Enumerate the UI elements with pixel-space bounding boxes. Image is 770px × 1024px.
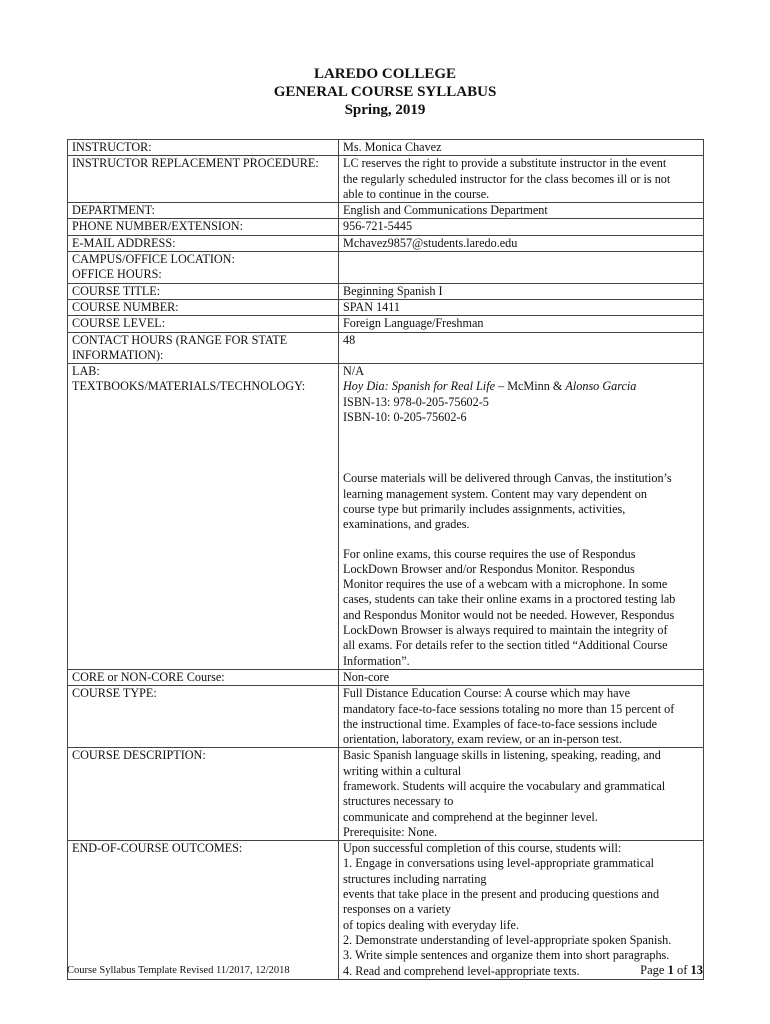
canvas-line: examinations, and grades. [343, 517, 470, 532]
row-textbooks [68, 379, 704, 669]
description-line: communicate and comprehend at the beginner level. [343, 809, 598, 824]
exam-line: LockDown Browser and/or Respondus Monitor. Respondus [343, 561, 635, 576]
college-name: LAREDO COLLEGE [313, 66, 457, 82]
value-core: Non-core [343, 669, 390, 684]
book-title: Hoy Dia: Spanish for Real Life [343, 379, 495, 394]
book-separator: – [495, 379, 508, 394]
row-outcomes [68, 841, 704, 980]
exam-line: Monitor requires the use of a webcam with a microphone. In some [343, 577, 668, 592]
outcome-line: 1. Engage in conversations using level-appropriate grammatical [343, 856, 655, 871]
label-course-number: COURSE NUMBER: [72, 299, 179, 314]
page-number [640, 963, 703, 978]
label-email: E-MAIL ADDRESS: [72, 235, 176, 250]
textbook-citation [343, 379, 699, 394]
value-instructor: Ms. Monica Chavez [343, 140, 442, 154]
canvas-line: Course materials will be delivered through Canvas, the institution’s [343, 471, 672, 486]
row-course-type [68, 686, 704, 748]
label-department: DEPARTMENT: [72, 203, 155, 218]
label-campus: CAMPUS/OFFICE LOCATION: [72, 252, 235, 267]
row-course-level [68, 316, 704, 332]
page-word: Page [640, 963, 668, 977]
value-phone: 956-721-5445 [343, 219, 413, 234]
row-email [68, 235, 704, 251]
exam-line: LockDown Browser is always required to maintain the integrity of [343, 623, 668, 638]
document-title: GENERAL COURSE SYLLABUS [273, 84, 497, 100]
outcome-line: of topics dealing with everyday life. [343, 917, 519, 932]
row-department [68, 203, 704, 219]
footer-template-note: Course Syllabus Template Revised 11/2017, 12/2018 [67, 965, 290, 976]
label-contact-hours: CONTACT HOURS (RANGE FOR STATE [72, 332, 288, 347]
row-course-number [68, 299, 704, 315]
outcome-line: structures including narrating [343, 871, 487, 886]
value-contact-hours: 48 [343, 332, 356, 347]
outcome-line: Upon successful completion of this course, students will: [343, 841, 622, 856]
row-contact-hours [68, 332, 704, 364]
description-line: Prerequisite: None. [343, 824, 438, 839]
canvas-line: course type but primarily includes assignments, activities, [343, 501, 626, 516]
row-lab [68, 364, 704, 380]
term: Spring, 2019 [344, 102, 426, 118]
replacement-line: able to continue in the course. [343, 186, 490, 201]
isbn-13: ISBN-13: 978-0-205-75602-5 [343, 394, 489, 409]
row-core [68, 669, 704, 685]
row-description [68, 748, 704, 841]
value-course-level: Foreign Language/Freshman [343, 316, 484, 331]
outcome-line: 3. Write simple sentences and organize them into short paragraphs. [343, 948, 670, 963]
isbn-10: ISBN-10: 0-205-75602-6 [343, 410, 467, 425]
page-total: 13 [690, 963, 703, 977]
description-line: Basic Spanish language skills in listening, speaking, reading, and [343, 748, 661, 763]
label-replacement: INSTRUCTOR REPLACEMENT PROCEDURE: [72, 156, 319, 171]
course-type-line: Full Distance Education Course: A course which may have [343, 686, 631, 701]
label-office-hours: OFFICE HOURS: [72, 267, 162, 282]
label-course-title: COURSE TITLE: [72, 283, 161, 298]
outcome-line: 4. Read and comprehend level-appropriate texts. [343, 963, 580, 978]
outcome-line: responses on a variety [343, 902, 451, 917]
syllabus-table [67, 139, 704, 980]
value-department: English and Communications Department [343, 203, 548, 218]
value-course-number: SPAN 1411 [343, 299, 401, 314]
row-campus-office [68, 252, 704, 284]
replacement-line: the regularly scheduled instructor for the class becomes ill or is not [343, 171, 671, 186]
description-line: writing within a cultural [343, 763, 462, 778]
value-lab: N/A [343, 364, 364, 379]
row-course-title [68, 283, 704, 299]
description-line: framework. Students will acquire the vocabulary and grammatical [343, 778, 666, 793]
page-current: 1 [667, 963, 674, 977]
exam-line: For online exams, this course requires the use of Respondus [343, 546, 636, 561]
exam-line: all exams. For details refer to the section titled “Additional Course [343, 638, 668, 653]
value-course-title: Beginning Spanish I [343, 283, 443, 298]
label-contact-hours-cont: INFORMATION): [72, 347, 164, 362]
label-outcomes: END-OF-COURSE OUTCOMES: [72, 841, 243, 856]
label-lab: LAB: [72, 364, 100, 379]
book-author-primary: McMinn & [507, 379, 566, 394]
label-core: CORE or NON-CORE Course: [72, 669, 225, 684]
course-type-line: the instructional time. Examples of face-to-face sessions include [343, 716, 658, 731]
row-replacement [68, 156, 704, 203]
exam-line: cases, students can take their online exams in a proctored testing lab [343, 592, 676, 607]
label-course-type: COURSE TYPE: [72, 686, 157, 701]
label-course-level: COURSE LEVEL: [72, 316, 166, 331]
replacement-line: LC reserves the right to provide a substitute instructor in the event [343, 156, 667, 171]
exam-line: Information”. [343, 653, 410, 668]
exam-line: and Respondus Monitor would not be needed. However, Respondus [343, 607, 675, 622]
page-of: of [673, 963, 691, 977]
row-phone [68, 219, 704, 235]
label-instructor: INSTRUCTOR: [72, 140, 152, 154]
label-description: COURSE DESCRIPTION: [72, 748, 206, 763]
description-line: structures necessary to [343, 794, 454, 809]
course-type-line: orientation, laboratory, exam review, or an in-person test. [343, 732, 622, 747]
row-instructor [68, 140, 704, 156]
course-type-line: mandatory face-to-face sessions totaling no more than 15 percent of [343, 701, 675, 716]
outcome-line: 2. Demonstrate understanding of level-appropriate spoken Spanish. [343, 932, 672, 947]
canvas-line: learning management system. Content may vary dependent on [343, 486, 647, 501]
label-textbooks: TEXTBOOKS/MATERIALS/TECHNOLOGY: [72, 379, 306, 394]
outcome-line: events that take place in the present and producing questions and [343, 887, 660, 902]
book-authors: Alonso Garcia [565, 379, 637, 394]
label-phone: PHONE NUMBER/EXTENSION: [72, 219, 243, 234]
value-email: Mchavez9857@students.laredo.edu [343, 235, 518, 250]
